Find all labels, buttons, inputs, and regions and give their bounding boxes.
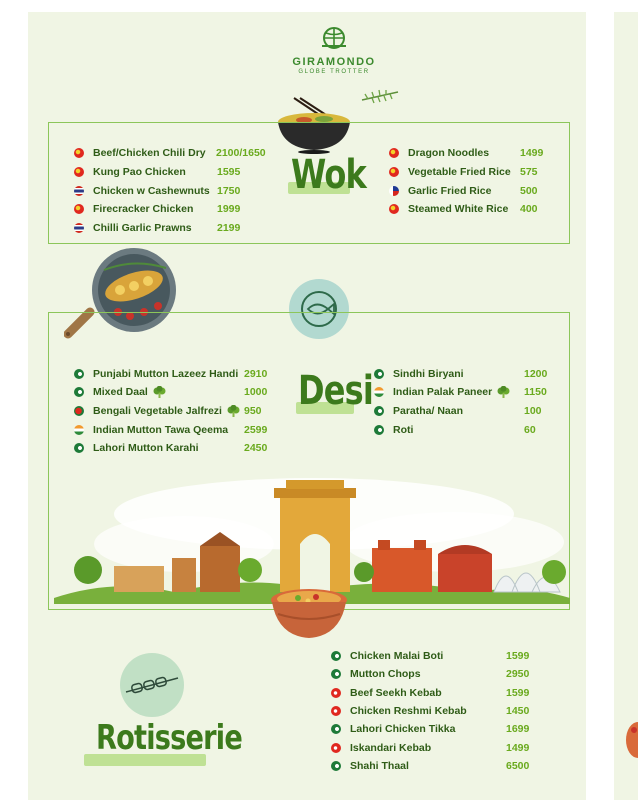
next-menu-page-edge — [614, 12, 638, 800]
bangladesh-flag-icon — [74, 406, 84, 416]
menu-item — [374, 366, 548, 382]
item-price: 575 — [520, 166, 538, 178]
china-flag-icon — [389, 167, 399, 177]
kebab-skewer-icon — [118, 652, 186, 718]
china-flag-icon — [389, 148, 399, 158]
item-price: 1200 — [524, 368, 548, 380]
item-price: 2950 — [506, 668, 530, 680]
menu-item — [74, 201, 241, 217]
item-price: 100 — [524, 405, 542, 417]
menu-item — [389, 201, 538, 217]
item-name: Indian Palak Paneer — [393, 386, 493, 398]
item-price: 1150 — [524, 386, 547, 398]
item-name: Indian Mutton Tawa Qeema — [93, 424, 229, 436]
brand-logo — [282, 26, 386, 75]
item-price: 1450 — [506, 705, 530, 717]
brand-name: GIRAMONDO — [292, 56, 376, 68]
menu-item — [74, 183, 241, 199]
menu-item — [74, 422, 268, 438]
pakistan-flag-icon — [331, 669, 341, 679]
pakistan-flag-icon — [331, 761, 341, 771]
menu-item — [389, 145, 544, 161]
thailand-flag-icon — [74, 223, 84, 233]
menu-item — [374, 384, 547, 400]
broccoli-icon — [153, 386, 166, 399]
item-price: 60 — [524, 424, 536, 436]
philippines-flag-icon — [389, 186, 399, 196]
broccoli-icon — [497, 386, 510, 399]
pakistan-flag-icon — [74, 369, 84, 379]
menu-item — [74, 403, 262, 419]
china-flag-icon — [389, 204, 399, 214]
turkey-flag-icon — [331, 743, 341, 753]
clay-pot-dish-illustration — [268, 584, 350, 640]
menu-item — [331, 685, 530, 701]
item-name: Sindhi Biryani — [393, 368, 464, 380]
item-name: Garlic Fried Rice — [408, 185, 492, 197]
india-flag-icon — [374, 387, 384, 397]
pakistan-flag-icon — [74, 387, 84, 397]
item-name: Punjabi Mutton Lazeez Handi — [93, 368, 239, 380]
item-name: Mutton Chops — [350, 668, 421, 680]
rotisserie-title: Rotisserie — [96, 718, 242, 758]
desi-title: Desi — [298, 368, 374, 414]
pakistan-flag-icon — [374, 425, 384, 435]
item-price: 400 — [520, 203, 538, 215]
item-price: 2199 — [217, 222, 241, 234]
menu-item — [74, 220, 241, 236]
item-name: Chilli Garlic Prawns — [93, 222, 192, 234]
menu-item — [74, 384, 268, 400]
globe-cup-icon — [319, 26, 349, 54]
menu-item — [331, 758, 530, 774]
item-name: Paratha/ Naan — [393, 405, 464, 417]
menu-item — [331, 740, 530, 756]
china-flag-icon — [74, 148, 84, 158]
item-name: Chicken Reshmi Kebab — [350, 705, 467, 717]
item-price: 1000 — [244, 386, 268, 398]
item-price: 1499 — [506, 742, 530, 754]
turkey-flag-icon — [331, 706, 341, 716]
china-flag-icon — [74, 204, 84, 214]
menu-item — [389, 183, 538, 199]
menu-item — [331, 666, 530, 682]
pakistan-flag-icon — [374, 406, 384, 416]
item-name: Chicken Malai Boti — [350, 650, 444, 662]
item-name: Bengali Vegetable Jalfrezi — [93, 405, 222, 417]
broccoli-icon — [227, 405, 240, 418]
item-name: Mixed Daal — [93, 386, 148, 398]
item-name: Beef Seekh Kebab — [350, 687, 442, 699]
india-flag-icon — [74, 425, 84, 435]
menu-item — [331, 703, 530, 719]
item-price: 2910 — [244, 368, 268, 380]
china-flag-icon — [74, 167, 84, 177]
menu-item — [331, 721, 530, 737]
item-price: 1599 — [506, 650, 530, 662]
menu-item — [331, 648, 530, 664]
menu-item — [74, 164, 241, 180]
pakistan-flag-icon — [374, 369, 384, 379]
menu-item — [374, 403, 542, 419]
item-name: Chicken w Cashewnuts — [93, 185, 210, 197]
menu-item — [74, 366, 268, 382]
menu-item — [74, 145, 266, 161]
item-price: 1595 — [217, 166, 241, 178]
menu-item — [389, 164, 538, 180]
item-name: Dragon Noodles — [408, 147, 490, 159]
item-price: 1499 — [520, 147, 544, 159]
menu-page — [28, 12, 586, 800]
pakistan-flag-icon — [331, 724, 341, 734]
item-name: Firecracker Chicken — [93, 203, 194, 215]
clay-pot-dish-illustration — [622, 720, 638, 760]
item-price: 1599 — [506, 687, 530, 699]
item-price: 2450 — [244, 442, 268, 454]
item-price: 1999 — [217, 203, 241, 215]
turkey-flag-icon — [331, 688, 341, 698]
brand-tagline: GLOBE TROTTER — [298, 69, 370, 75]
item-price: 2599 — [244, 424, 268, 436]
item-name: Shahi Thaal — [350, 760, 409, 772]
thailand-flag-icon — [74, 186, 84, 196]
item-price: 1750 — [217, 185, 241, 197]
item-name: Vegetable Fried Rice — [408, 166, 511, 178]
menu-item — [74, 440, 268, 456]
item-price: 2100/1650 — [216, 147, 266, 159]
herb-sprig-illustration — [360, 88, 400, 104]
item-name: Kung Pao Chicken — [93, 166, 186, 178]
menu-item — [374, 422, 536, 438]
item-name: Roti — [393, 424, 414, 436]
item-name: Beef/Chicken Chili Dry — [93, 147, 206, 159]
pakistan-flag-icon — [331, 651, 341, 661]
item-name: Lahori Mutton Karahi — [93, 442, 199, 454]
pakistan-flag-icon — [74, 443, 84, 453]
item-price: 500 — [520, 185, 538, 197]
item-price: 1699 — [506, 723, 530, 735]
item-price: 950 — [244, 405, 262, 417]
item-name: Steamed White Rice — [408, 203, 509, 215]
item-name: Lahori Chicken Tikka — [350, 723, 456, 735]
wok-title: Wok — [291, 152, 367, 198]
item-price: 6500 — [506, 760, 530, 772]
item-name: Iskandari Kebab — [350, 742, 432, 754]
